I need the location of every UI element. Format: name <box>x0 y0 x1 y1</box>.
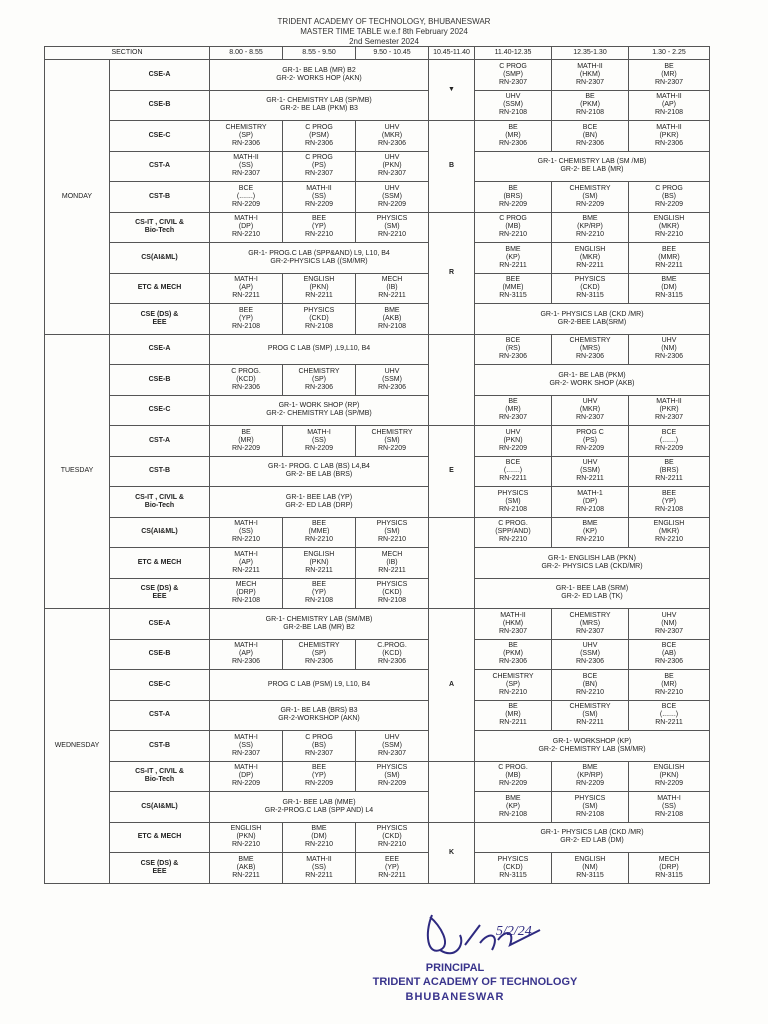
lab-session-cell: GR-1- CHEMISTRY LAB (SM/MB) GR-2-BE LAB (MR) B2 <box>210 609 429 640</box>
lab-session-cell: GR-1- CHEMISTRY LAB (SP/MB) GR-2- BE LAB (PKM) B3 <box>210 90 429 121</box>
class-cell: MATH-II (PKR) RN-2306 <box>629 121 710 152</box>
class-cell: PHYSICS (CKD) RN-3115 <box>475 853 552 884</box>
break-letter: K <box>429 822 475 883</box>
class-cell: UHV (SSM) RN-2108 <box>475 90 552 121</box>
break-letter: A <box>429 609 475 762</box>
timetable-row <box>45 487 710 518</box>
class-cell: ENGLISH (MKR) RN-2211 <box>552 243 629 274</box>
class-cell: MATH-II (SS) RN-2209 <box>283 182 356 213</box>
class-cell: PHYSICS (CKD) RN-3115 <box>552 273 629 304</box>
section-label: CS-IT , CIVIL & Bio-Tech <box>110 487 210 518</box>
lab-session-cell: GR-1- BE LAB (MR) B2 GR-2- WORKS HOP (AKN) <box>210 60 429 91</box>
break-letter <box>429 517 475 609</box>
class-cell: MATH-I (DP) RN-2209 <box>210 761 283 792</box>
section-label: ETC & MECH <box>110 548 210 579</box>
class-cell: C PROG (PS) RN-2307 <box>283 151 356 182</box>
class-cell: CHEMISTRY (SM) RN-2209 <box>552 182 629 213</box>
timetable-row <box>45 121 710 152</box>
lab-session-cell: GR-1- WORK SHOP (RP) GR-2- CHEMISTRY LAB (SP/MB) <box>210 395 429 426</box>
class-cell: MECH (DRP) RN-2108 <box>210 578 283 609</box>
class-cell: PHYSICS (SM) RN-2210 <box>356 517 429 548</box>
lab-session-cell: GR-1- PROG. C LAB (BS) L4,B4 GR-2- BE LAB (BRS) <box>210 456 429 487</box>
class-cell: BME (KP) RN-2108 <box>475 792 552 823</box>
class-cell: PROG C (PS) RN-2209 <box>552 426 629 457</box>
break-letter <box>429 334 475 426</box>
section-label: CSE-A <box>110 334 210 365</box>
class-cell: BEE (YP) RN-2108 <box>629 487 710 518</box>
class-cell: BME (AKB) RN-2211 <box>210 853 283 884</box>
class-cell: BME (KP/RP) RN-2209 <box>552 761 629 792</box>
class-cell: UHV (SSM) RN-2307 <box>356 731 429 762</box>
class-cell: ENGLISH (PKN) RN-2209 <box>629 761 710 792</box>
class-cell: BE (MR) RN-2209 <box>210 426 283 457</box>
class-cell: BME (KP) RN-2210 <box>552 517 629 548</box>
class-cell: MATH-I (AP) RN-2306 <box>210 639 283 670</box>
class-cell: C PROG. (KCD) RN-2306 <box>210 365 283 396</box>
day-label: MONDAY <box>45 60 110 335</box>
class-cell: BE (BRS) RN-2209 <box>475 182 552 213</box>
class-cell: C PROG (SMP) RN-2307 <box>475 60 552 91</box>
section-label: ETC & MECH <box>110 273 210 304</box>
class-cell: BEE (YP) RN-2108 <box>283 578 356 609</box>
section-label: CST-B <box>110 456 210 487</box>
class-cell: UHV (NM) RN-2306 <box>629 334 710 365</box>
class-cell: EEE (YP) RN-2211 <box>356 853 429 884</box>
class-cell: PHYSICS (CKD) RN-2210 <box>356 822 429 853</box>
period-column-header: 1.30 - 2.25 <box>629 47 710 60</box>
class-cell: CHEMISTRY (SP) RN-2306 <box>283 639 356 670</box>
lab-session-cell: GR-1- PHYSICS LAB (CKD /MR) GR-2- ED LAB (DM) <box>475 822 710 853</box>
class-cell: ENGLISH (PKN) RN-2210 <box>210 822 283 853</box>
class-cell: C PROG (BS) RN-2307 <box>283 731 356 762</box>
class-cell: BME (DM) RN-3115 <box>629 273 710 304</box>
class-cell: C PROG. (SPP/AND) RN-2210 <box>475 517 552 548</box>
timetable-row <box>45 548 710 579</box>
class-cell: BME (AKB) RN-2108 <box>356 304 429 335</box>
timetable-row <box>45 395 710 426</box>
lab-session-cell: PROG C LAB (PSM) L9, L10, B4 <box>210 670 429 701</box>
class-cell: MATH-II (PKR) RN-2307 <box>629 395 710 426</box>
timetable-row <box>45 151 710 182</box>
section-label: CST-B <box>110 731 210 762</box>
timetable-row <box>45 60 710 91</box>
period-column-header: 8.55 - 9.50 <box>283 47 356 60</box>
period-column-header: 10.45-11.40 <box>429 47 475 60</box>
class-cell: ENGLISH (MKR) RN-2210 <box>629 212 710 243</box>
class-cell: UHV (PKN) RN-2209 <box>475 426 552 457</box>
period-column-header: 9.50 - 10.45 <box>356 47 429 60</box>
period-column-header: 11.40-12.35 <box>475 47 552 60</box>
institute-title: TRIDENT ACADEMY OF TECHNOLOGY, BHUBANESWAR <box>277 17 491 26</box>
class-cell: BEE (YP) RN-2210 <box>283 212 356 243</box>
timetable-row <box>45 792 710 823</box>
lab-session-cell: GR-1- ENGLISH LAB (PKN) GR-2- PHYSICS LAB (CKD/MR) <box>475 548 710 579</box>
class-cell: BME (KP/RP) RN-2210 <box>552 212 629 243</box>
section-label: CST-A <box>110 426 210 457</box>
class-cell: MATH-I (DP) RN-2210 <box>210 212 283 243</box>
timetable-row <box>45 609 710 640</box>
class-cell: BEE (MME) RN-3115 <box>475 273 552 304</box>
class-cell: PHYSICS (SM) RN-2108 <box>475 487 552 518</box>
timetable-row <box>45 212 710 243</box>
class-cell: UHV (MKR) RN-2307 <box>552 395 629 426</box>
section-label: CST-B <box>110 182 210 213</box>
day-label: WEDNESDAY <box>45 609 110 884</box>
break-letter: E <box>429 426 475 518</box>
class-cell: PHYSICS (CKD) RN-2108 <box>356 578 429 609</box>
lab-session-cell: GR-1- BE LAB (BRS) B3 GR-2-WORKSHOP (AKN) <box>210 700 429 731</box>
class-cell: ENGLISH (MKR) RN-2210 <box>629 517 710 548</box>
class-cell: CHEMISTRY (MRS) RN-2306 <box>552 334 629 365</box>
class-cell: BME (KP) RN-2211 <box>475 243 552 274</box>
class-cell: PHYSICS (CKD) RN-2108 <box>283 304 356 335</box>
timetable-row <box>45 700 710 731</box>
section-column-header: SECTION <box>45 47 210 60</box>
break-letter: ▼ <box>429 60 475 121</box>
class-cell: MATH-I (SS) RN-2108 <box>629 792 710 823</box>
class-cell: BE (MR) RN-2210 <box>629 670 710 701</box>
section-label: CST-A <box>110 700 210 731</box>
class-cell: MECH (IB) RN-2211 <box>356 273 429 304</box>
break-letter: B <box>429 121 475 213</box>
section-label: CSE (DS) & EEE <box>110 304 210 335</box>
lab-session-cell: GR-1- BEE LAB (YP) GR-2- ED LAB (DRP) <box>210 487 429 518</box>
section-label: CSE (DS) & EEE <box>110 853 210 884</box>
class-cell: BE (MR) RN-2306 <box>475 121 552 152</box>
class-cell: BE (MR) RN-2307 <box>629 60 710 91</box>
class-cell: MATH-1 (DP) RN-2108 <box>552 487 629 518</box>
class-cell: MATH-I (SS) RN-2209 <box>283 426 356 457</box>
class-cell: MATH-I (SS) RN-2210 <box>210 517 283 548</box>
class-cell: BE (PKM) RN-2306 <box>475 639 552 670</box>
lab-session-cell: GR-1- CHEMISTRY LAB (SM /MB) GR-2- BE LAB (MR) <box>475 151 710 182</box>
class-cell: C.PROG. (KCD) RN-2306 <box>356 639 429 670</box>
class-cell: UHV (SSM) RN-2306 <box>552 639 629 670</box>
semester-label: 2nd Semester 2024 <box>349 37 419 46</box>
section-label: CSE-B <box>110 90 210 121</box>
class-cell: MECH (IB) RN-2211 <box>356 548 429 579</box>
signature-date: 5/2/24 <box>496 924 532 939</box>
timetable-row <box>45 731 710 762</box>
class-cell: BCE (.......) RN-2209 <box>629 426 710 457</box>
class-cell: UHV (NM) RN-2307 <box>629 609 710 640</box>
class-cell: BE (BRS) RN-2211 <box>629 456 710 487</box>
class-cell: BE (PKM) RN-2108 <box>552 90 629 121</box>
section-label: CS-IT , CIVIL & Bio-Tech <box>110 761 210 792</box>
class-cell: C PROG (PSM) RN-2306 <box>283 121 356 152</box>
timetable-row <box>45 578 710 609</box>
lab-session-cell: GR-1- WORKSHOP (KP) GR-2- CHEMISTRY LAB (SM/MR) <box>475 731 710 762</box>
class-cell: CHEMISTRY (MRS) RN-2307 <box>552 609 629 640</box>
class-cell: CHEMISTRY (SP) RN-2210 <box>475 670 552 701</box>
class-cell: MATH-I (AP) RN-2211 <box>210 273 283 304</box>
section-label: CSE-B <box>110 639 210 670</box>
class-cell: MATH-I (SS) RN-2307 <box>210 731 283 762</box>
class-cell: BCE (AB) RN-2306 <box>629 639 710 670</box>
timetable-row <box>45 273 710 304</box>
lab-session-cell: GR-1- BE LAB (PKM) GR-2- WORK SHOP (AKB) <box>475 365 710 396</box>
class-cell: MATH-I (AP) RN-2211 <box>210 548 283 579</box>
class-cell: ENGLISH (PKN) RN-2211 <box>283 548 356 579</box>
section-label: CSE-C <box>110 395 210 426</box>
class-cell: BEE (MMR) RN-2211 <box>629 243 710 274</box>
timetable-row <box>45 365 710 396</box>
class-cell: BCE (BN) RN-2306 <box>552 121 629 152</box>
principal-title: PRINCIPAL <box>425 962 485 974</box>
lab-session-cell: GR-1- BEE LAB (SRM) GR-2- ED LAB (TK) <box>475 578 710 609</box>
class-cell: UHV (SSM) RN-2306 <box>356 365 429 396</box>
lab-session-cell: GR-1- BEE LAB (MME) GR-2-PROG.C LAB (SPP AND) L4 <box>210 792 429 823</box>
class-cell: CHEMISTRY (SP) RN-2306 <box>210 121 283 152</box>
class-cell: UHV (MKR) RN-2306 <box>356 121 429 152</box>
section-label: CST-A <box>110 151 210 182</box>
timetable-row <box>45 517 710 548</box>
section-label: CSE-C <box>110 121 210 152</box>
lab-session-cell: PROG C LAB (SMP) ,L9,L10, B4 <box>210 334 429 365</box>
class-cell: ENGLISH (PKN) RN-2211 <box>283 273 356 304</box>
timetable-row <box>45 822 710 853</box>
timetable-title: MASTER TIME TABLE w.e.f 8th February 2024 <box>300 27 468 36</box>
class-cell: BME (DM) RN-2210 <box>283 822 356 853</box>
class-cell: MATH-II (SS) RN-2307 <box>210 151 283 182</box>
class-cell: BCE (RS) RN-2306 <box>475 334 552 365</box>
class-cell: PHYSICS (SM) RN-2210 <box>356 212 429 243</box>
class-cell: MATH-II (AP) RN-2108 <box>629 90 710 121</box>
institution-stamp: TRIDENT ACADEMY OF TECHNOLOGY <box>372 976 578 988</box>
city-stamp: BHUBANESWAR <box>405 991 505 1003</box>
section-label: CS(AI&ML) <box>110 243 210 274</box>
lab-session-cell: GR-1- PHYSICS LAB (CKD /MR) GR-2-BEE LAB(SRM) <box>475 304 710 335</box>
class-cell: CHEMISTRY (SP) RN-2306 <box>283 365 356 396</box>
class-cell: C PROG (BS) RN-2209 <box>629 182 710 213</box>
class-cell: C PROG. (MB) RN-2209 <box>475 761 552 792</box>
class-cell: BEE (YP) RN-2108 <box>210 304 283 335</box>
class-cell: UHV (SSM) RN-2209 <box>356 182 429 213</box>
period-column-header: 8.00 - 8.55 <box>210 47 283 60</box>
timetable-row <box>45 90 710 121</box>
day-label: TUESDAY <box>45 334 110 609</box>
timetable-row <box>45 456 710 487</box>
class-cell: BCE (.......) RN-2211 <box>475 456 552 487</box>
class-cell: BCE (.......) RN-2211 <box>629 700 710 731</box>
section-label: CSE-A <box>110 60 210 91</box>
timetable-row <box>45 761 710 792</box>
section-label: CSE-C <box>110 670 210 701</box>
section-label: CSE-A <box>110 609 210 640</box>
section-label: CS(AI&ML) <box>110 792 210 823</box>
timetable-row <box>45 304 710 335</box>
timetable <box>44 46 710 884</box>
class-cell: PHYSICS (SM) RN-2209 <box>356 761 429 792</box>
class-cell: CHEMISTRY (SM) RN-2209 <box>356 426 429 457</box>
class-cell: MATH-II (SS) RN-2211 <box>283 853 356 884</box>
class-cell: BEE (YP) RN-2209 <box>283 761 356 792</box>
lab-session-cell: GR-1- PROG.C LAB (SPP&AND) L9, L10, B4 GR-2-PHYSICS LAB ((SM/MR) <box>210 243 429 274</box>
timetable-row <box>45 182 710 213</box>
class-cell: BCE (BN) RN-2210 <box>552 670 629 701</box>
class-cell: C PROG (MB) RN-2210 <box>475 212 552 243</box>
class-cell: PHYSICS (SM) RN-2108 <box>552 792 629 823</box>
class-cell: MATH-II (HKM) RN-2307 <box>475 609 552 640</box>
break-letter: R <box>429 212 475 334</box>
section-label: CS-IT , CIVIL & Bio-Tech <box>110 212 210 243</box>
class-cell: UHV (SSM) RN-2211 <box>552 456 629 487</box>
class-cell: MECH (DRP) RN-3115 <box>629 853 710 884</box>
timetable-row <box>45 426 710 457</box>
timetable-row <box>45 334 710 365</box>
timetable-row <box>45 853 710 884</box>
section-label: CSE-B <box>110 365 210 396</box>
class-cell: UHV (PKN) RN-2307 <box>356 151 429 182</box>
section-label: CS(AI&ML) <box>110 517 210 548</box>
section-label: ETC & MECH <box>110 822 210 853</box>
class-cell: BE (MR) RN-2211 <box>475 700 552 731</box>
class-cell: CHEMISTRY (SM) RN-2211 <box>552 700 629 731</box>
break-letter <box>429 761 475 822</box>
section-label: CSE (DS) & EEE <box>110 578 210 609</box>
class-cell: BCE (.......) RN-2209 <box>210 182 283 213</box>
class-cell: ENGLISH (NM) RN-3115 <box>552 853 629 884</box>
period-column-header: 12.35-1.30 <box>552 47 629 60</box>
class-cell: BEE (MME) RN-2210 <box>283 517 356 548</box>
timetable-row <box>45 639 710 670</box>
class-cell: MATH-II (HKM) RN-2307 <box>552 60 629 91</box>
timetable-row <box>45 243 710 274</box>
timetable-row <box>45 670 710 701</box>
class-cell: BE (MR) RN-2307 <box>475 395 552 426</box>
